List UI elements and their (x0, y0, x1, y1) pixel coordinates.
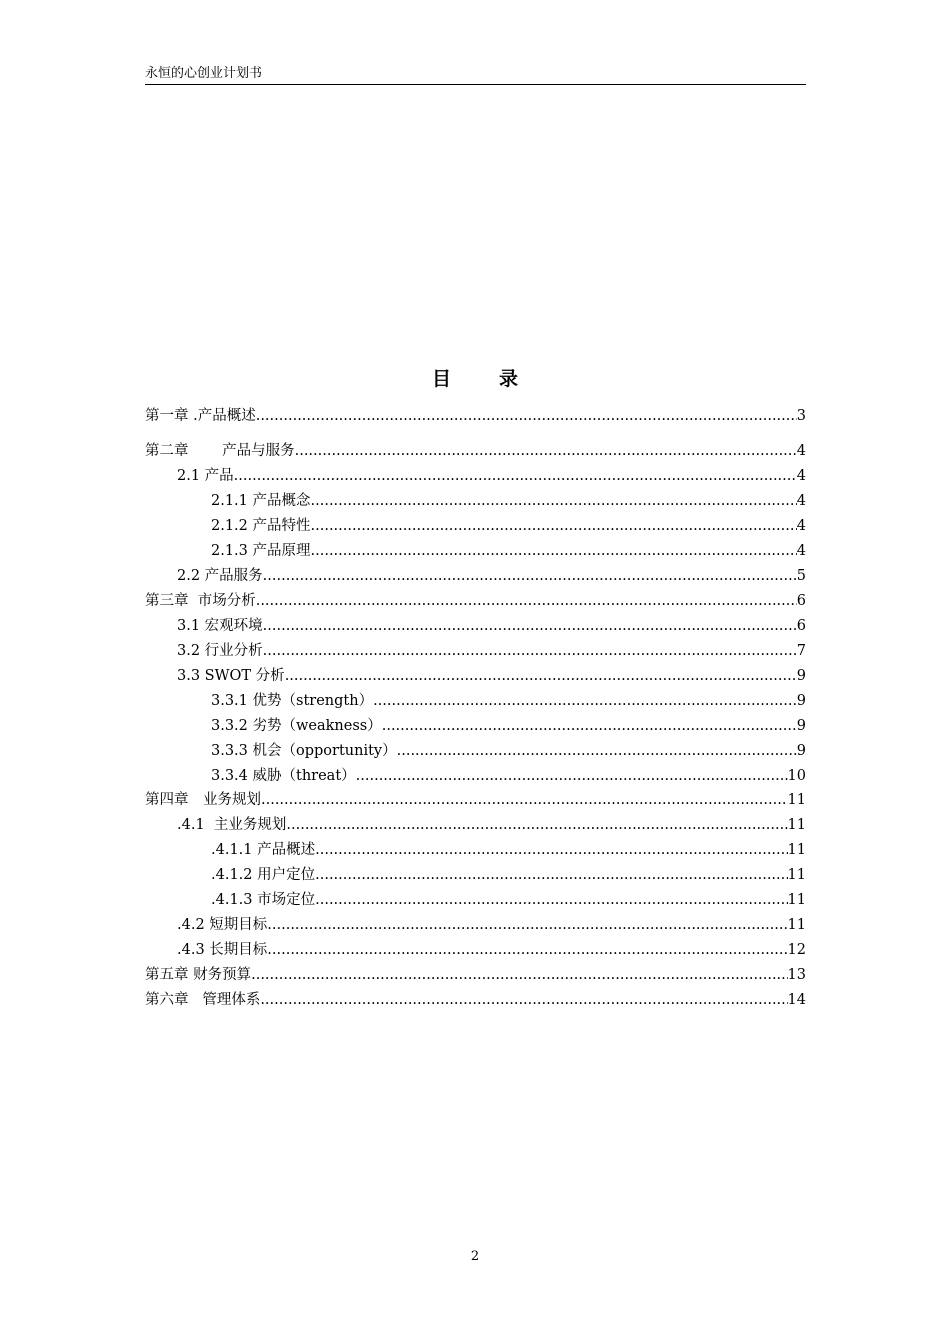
toc-entry[interactable] (177, 640, 806, 662)
toc-title-part2: 录 (499, 368, 519, 390)
toc-entry-label: .4.1.3 市场定位 (211, 892, 316, 908)
toc-dot-leader (256, 405, 797, 427)
toc-dot-leader (234, 465, 797, 487)
toc-dot-leader (295, 440, 797, 462)
toc-entry-page: 11 (787, 842, 806, 858)
toc-entry-page: 3 (796, 408, 806, 424)
toc-dot-leader (315, 889, 787, 911)
toc-entry-label: 3.2 行业分析 (177, 643, 263, 659)
toc-entry-page: 7 (796, 643, 806, 659)
page-number: 2 (470, 1249, 480, 1264)
toc-entry-label: 第一章 .产品概述 (145, 408, 256, 424)
toc-entry-label: .4.1.1 产品概述 (211, 842, 316, 858)
toc-entry-label: 第二章 产品与服务 (145, 443, 295, 459)
toc-entry[interactable] (177, 939, 806, 961)
toc-entry-label: 2.2 产品服务 (177, 568, 263, 584)
toc-entry-page: 11 (787, 817, 806, 833)
toc-dot-leader (267, 914, 787, 936)
toc-entry[interactable] (177, 565, 806, 587)
toc-dot-leader (373, 690, 797, 712)
toc-entry[interactable] (211, 690, 806, 712)
toc-entry-label: 2.1.1 产品概念 (211, 493, 311, 509)
toc-entry-label: 3.3.3 机会（opportunity） (211, 743, 397, 759)
toc-dot-leader (285, 665, 797, 687)
toc-dot-leader (397, 740, 797, 762)
toc-dot-leader (311, 515, 797, 537)
toc-entry-page: 4 (796, 518, 806, 534)
toc-title (0, 366, 950, 392)
toc-entry-page: 13 (787, 967, 806, 983)
toc-entry-page: 11 (787, 792, 806, 808)
toc-entry-label: 2.1 产品 (177, 468, 234, 484)
toc-entry-label: 2.1.3 产品原理 (211, 543, 311, 559)
toc-dot-leader (256, 590, 797, 612)
toc-entry-label: 2.1.2 产品特性 (211, 518, 311, 534)
toc-entry-label: .4.1.2 用户定位 (211, 867, 316, 883)
toc-entry[interactable] (211, 864, 806, 886)
toc-entry-label: .4.3 长期目标 (177, 942, 268, 958)
toc-entry[interactable] (211, 740, 806, 762)
toc-entry-label: 3.1 宏观环境 (177, 618, 263, 634)
toc-dot-leader (260, 989, 787, 1011)
toc-entry-page: 12 (787, 942, 806, 958)
toc-entry-page: 5 (796, 568, 806, 584)
toc-entry-page: 4 (796, 543, 806, 559)
toc-entry-label: 第六章 管理体系 (145, 992, 261, 1008)
toc-dot-leader (261, 789, 788, 811)
toc-entry-label: 3.3.2 劣势（weakness） (211, 718, 382, 734)
toc-entry-page: 4 (796, 468, 806, 484)
header-title: 永恒的心创业计划书 (145, 66, 263, 81)
toc-dot-leader (311, 490, 797, 512)
toc-entry-page: 9 (796, 693, 806, 709)
toc-entry[interactable] (177, 914, 806, 936)
page-header (145, 66, 806, 85)
toc-entry-page: 6 (796, 593, 806, 609)
toc-entry[interactable] (211, 765, 806, 787)
toc-entry[interactable] (145, 590, 806, 612)
toc-entry[interactable] (145, 964, 806, 986)
toc-dot-leader (263, 565, 797, 587)
toc-entry-label: 3.3 SWOT 分析 (177, 668, 285, 684)
toc-entry-page: 9 (796, 668, 806, 684)
toc-entry-page: 11 (787, 892, 806, 908)
toc-entry[interactable] (211, 889, 806, 911)
toc-dot-leader (382, 715, 797, 737)
toc-dot-leader (356, 765, 788, 787)
toc-entry-page: 9 (796, 718, 806, 734)
toc-entry[interactable] (177, 814, 806, 836)
toc-entry-page: 4 (796, 493, 806, 509)
toc-entry-label: 3.3.4 威胁（threat） (211, 768, 356, 784)
toc-entry[interactable] (211, 515, 806, 537)
toc-entry-label: 3.3.1 优势（strength） (211, 693, 374, 709)
toc-entry-page: 11 (787, 917, 806, 933)
toc-entry-label: 第四章 业务规划 (145, 792, 261, 808)
toc-entry[interactable] (177, 615, 806, 637)
toc-entry[interactable] (177, 465, 806, 487)
toc-dot-leader (315, 839, 787, 861)
toc-entry-page: 4 (796, 443, 806, 459)
toc-dot-leader (311, 540, 797, 562)
toc-entry[interactable] (211, 839, 806, 861)
toc-entry[interactable] (145, 789, 806, 811)
toc-entry[interactable] (177, 665, 806, 687)
toc-entry-page: 11 (787, 867, 806, 883)
toc-entry-page: 14 (787, 992, 806, 1008)
toc-dot-leader (315, 864, 787, 886)
toc-entry-page: 10 (787, 768, 806, 784)
toc-entry[interactable] (145, 989, 806, 1011)
toc-dot-leader (286, 814, 787, 836)
toc-dot-leader (267, 939, 787, 961)
toc-entry-page: 6 (796, 618, 806, 634)
toc-entry[interactable] (145, 440, 806, 462)
toc-dot-leader (251, 964, 787, 986)
toc-entry-label: .4.1 主业务规划 (177, 817, 287, 833)
toc-entry-label: .4.2 短期目标 (177, 917, 268, 933)
toc-entry[interactable] (145, 405, 806, 427)
toc-entry-label: 第三章 市场分析 (145, 593, 256, 609)
toc-title-part1: 目 (431, 368, 451, 390)
toc-entry-label: 第五章 财务预算 (145, 967, 252, 983)
toc-entry[interactable] (211, 490, 806, 512)
toc-entry[interactable] (211, 715, 806, 737)
toc-dot-leader (263, 640, 797, 662)
toc-dot-leader (263, 615, 797, 637)
toc-entry-page: 9 (796, 743, 806, 759)
toc-entry[interactable] (211, 540, 806, 562)
